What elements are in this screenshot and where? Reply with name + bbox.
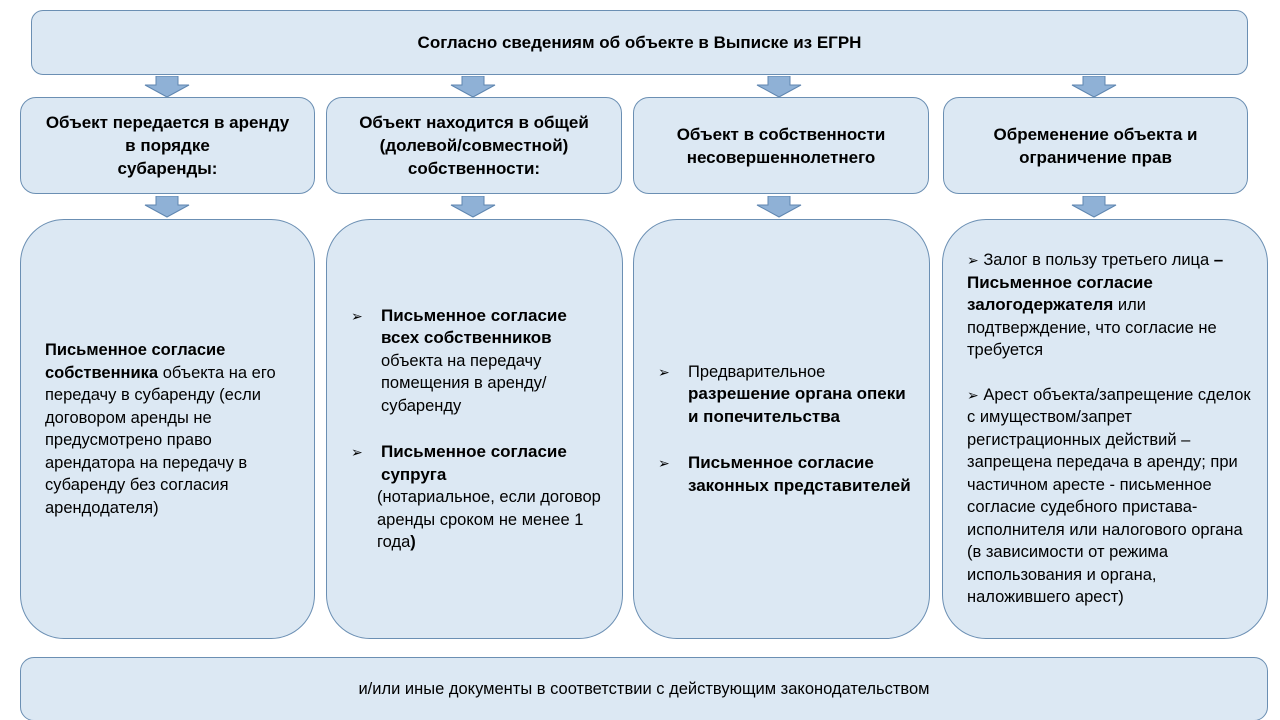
requirement-bold: разрешение органа опеки и попечительства [688, 384, 906, 426]
down-arrow-icon [755, 196, 803, 218]
requirement-text: (нотариальное, если договор аренды сроком не менее 1 года [377, 488, 601, 551]
down-arrow-icon [449, 76, 497, 98]
requirement-text: Предварительное [688, 362, 826, 381]
bullet-arrow-icon: ➢ [658, 363, 670, 380]
sublease-requirement [45, 339, 296, 519]
footer-box [20, 657, 1268, 720]
header-box [31, 10, 1248, 75]
requirement-text: или подтверждение, что согласие не требуется [967, 296, 1217, 360]
list-item [967, 384, 1253, 609]
footer-text: и/или иные документы в соответствии с действующим законодательством [358, 679, 930, 698]
requirement-bold: Письменное согласие супруга [381, 442, 567, 484]
category-line: ограничение прав [1019, 147, 1172, 167]
requirement-bold: – Письменное согласие залогодержателя [967, 250, 1224, 315]
requirement-bold: Письменное согласие собственника [45, 341, 226, 382]
requirement-text: объекта на передачу помещения в аренду/субаренду [381, 351, 547, 415]
requirement-text: Арест объекта/запрещение сделок с имуществом/запрет регистрационных действий – запрещена передача в аренду; при частичном аресте - письменное согласие судебного пристава-исполнителя или налогового органа (в зависимости от режима использования и органа, наложившего арест) [967, 385, 1251, 607]
content-box-minor-ownership [633, 219, 930, 639]
requirement-bold: Письменное согласие законных представителей [688, 453, 911, 495]
requirement-note [351, 486, 604, 554]
category-line: Объект находится в общей [359, 113, 589, 132]
down-arrow-icon [449, 196, 497, 218]
bullet-arrow-icon: ➢ [967, 386, 979, 403]
category-box-shared-ownership [326, 97, 622, 194]
list-item [351, 305, 604, 418]
content-box-encumbrance [942, 219, 1268, 639]
category-line: Обременение объекта и [993, 124, 1198, 144]
category-line: в порядке [125, 136, 210, 155]
category-box-encumbrance [943, 97, 1248, 194]
category-box-sublease [20, 97, 315, 194]
list-item [658, 361, 911, 429]
bullet-arrow-icon: ➢ [351, 444, 363, 460]
requirement-text: объекта на его передачу в субаренду (если договором аренды не предусмотрено право арендатора на передачу в субаренду без согласия арендодателя) [45, 363, 276, 517]
down-arrow-icon [1070, 76, 1118, 98]
header-title: Согласно сведениям об объекте в Выписке из ЕГРН [417, 32, 862, 52]
bullet-arrow-icon: ➢ [351, 307, 363, 324]
category-line: Объект передается в аренду [45, 113, 290, 132]
requirement-bold: Письменное согласие всех собственников [381, 305, 567, 347]
down-arrow-icon [1070, 196, 1118, 218]
down-arrow-icon [143, 76, 191, 98]
requirement-close: ) [410, 533, 416, 551]
content-box-shared-ownership [326, 219, 623, 639]
bullet-arrow-icon: ➢ [658, 455, 670, 472]
category-line: собственности: [407, 159, 541, 178]
content-box-sublease [20, 219, 315, 639]
list-item [351, 441, 604, 486]
category-line: субаренды: [117, 159, 218, 178]
category-box-minor-ownership [633, 97, 929, 194]
bullet-arrow-icon: ➢ [967, 252, 979, 269]
category-line: несовершеннолетнего [686, 147, 876, 167]
category-line: Объект в собственности [676, 124, 886, 144]
requirement-text: Залог в пользу третьего лица [983, 251, 1214, 270]
down-arrow-icon [755, 76, 803, 98]
category-line: (долевой/совместной) [379, 136, 569, 155]
list-item [658, 452, 911, 497]
down-arrow-icon [143, 196, 191, 218]
list-item [967, 249, 1253, 362]
